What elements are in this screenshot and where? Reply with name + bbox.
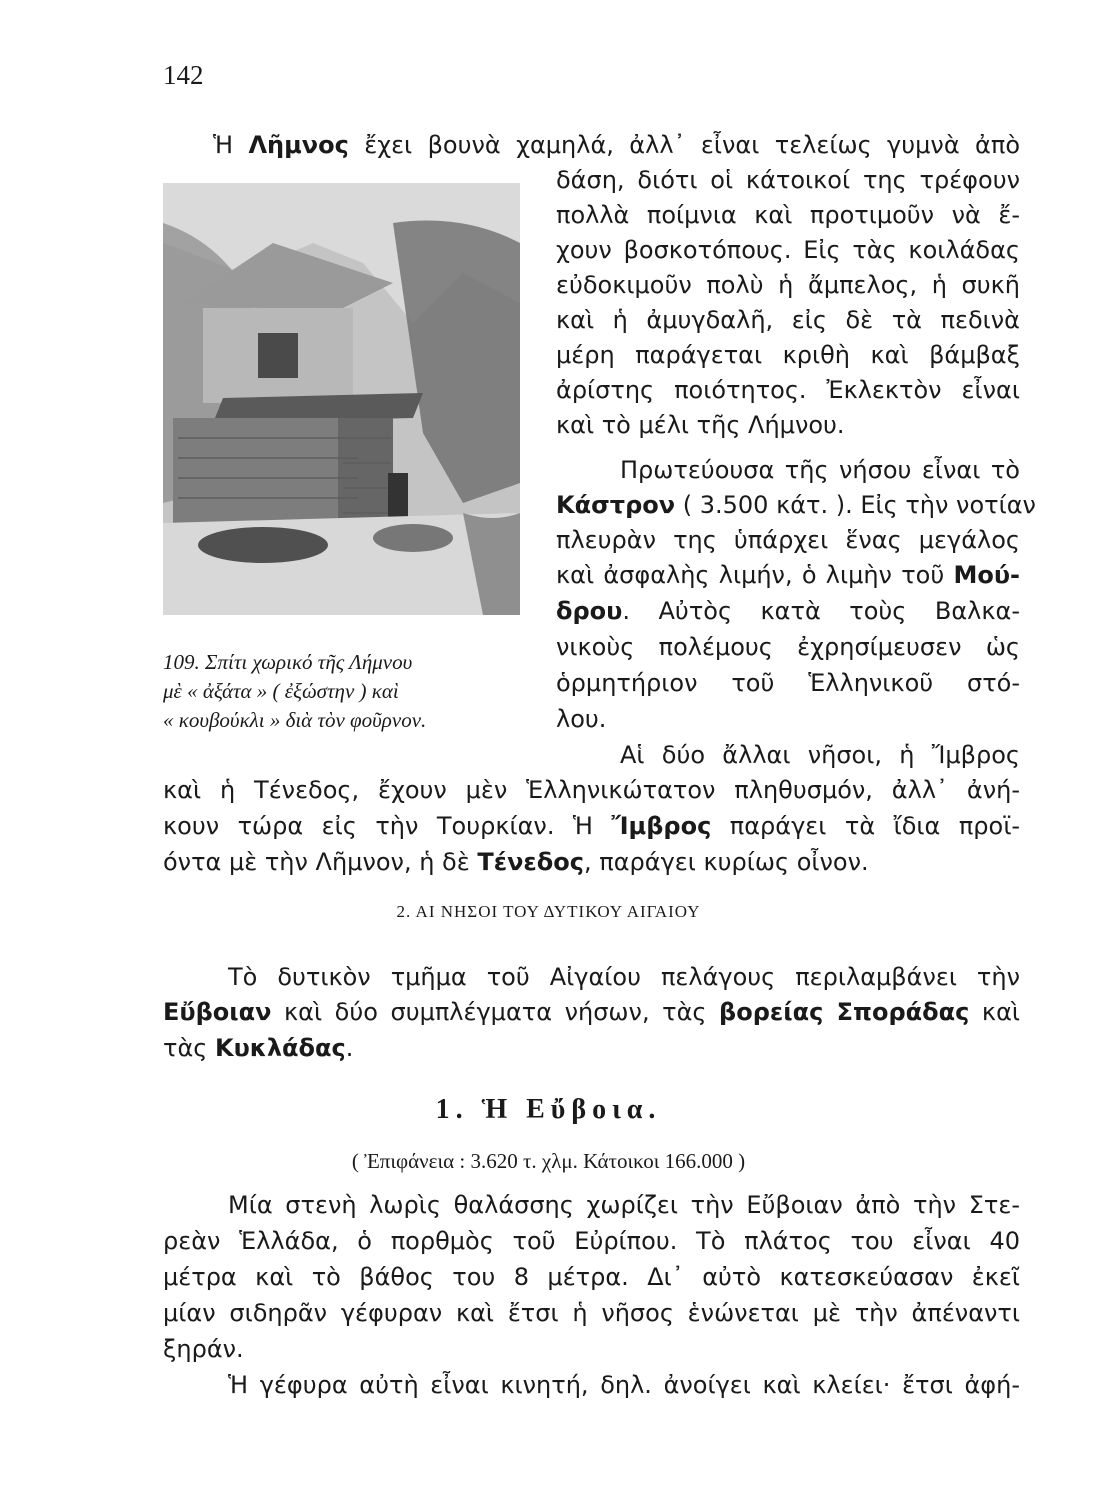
text-line: ἀρίστης ποιότητος. Ἐκλεκτὸν εἶναι	[556, 376, 1020, 404]
text-line: νικοὺς πολέμους ἐχρησίμευσεν ὡς	[556, 633, 1020, 661]
section-heading: 2. ΑΙ ΝΗΣΟΙ ΤΟΥ ΔΥΤΙΚΟΥ ΑΙΓΑΙΟΥ	[396, 902, 701, 921]
text-line: πλευρὰν της ὑπάρχει ἕνας μεγάλος	[556, 526, 1020, 554]
text-line: μέτρα καὶ τὸ βάθος του 8 μέτρα. Δι᾽ αὐτὸ κατεσκεύασαν ἐκεῖ	[163, 1263, 1020, 1291]
figure-caption-line: « κουβούκλι » διὰ τὸν φοῦρνον.	[163, 708, 427, 732]
text-line: καὶ ἀσφαλὴς λιμήν, ὁ λιμὴν τοῦ Μού-	[556, 561, 1020, 589]
text-line: Πρωτεύουσα τῆς νήσου εἶναι τὸ	[620, 456, 1020, 484]
text-line: τὰς Κυκλάδας.	[163, 1034, 354, 1062]
text-line: καὶ ἡ Τένεδος, ἔχουν μὲν Ἑλληνικώτατον πληθυσμόν, ἀλλ᾽ ἀνή-	[163, 776, 1020, 804]
house-photo	[163, 183, 520, 615]
subsection-heading: 1. Ἡ Εὔβοια.	[435, 1094, 662, 1125]
text-line: Κάστρον ( 3.500 κάτ. ). Εἰς τὴν νοτίαν	[556, 491, 1036, 519]
text-line: καὶ ἡ ἀμυγδαλῆ, εἰς δὲ τὰ πεδινὰ	[556, 306, 1020, 334]
text-line: Εὔβοιαν καὶ δύο συμπλέγματα νήσων, τὰς βορείας Σποράδας καὶ	[163, 998, 1021, 1026]
subsection-subheading: ( Ἐπιφάνεια : 3.620 τ. χλμ. Κάτοικοι 166.000 )	[351, 1149, 746, 1173]
figure-caption-line: 109. Σπίτι χωρικό τῆς Λήμνου	[163, 650, 413, 674]
text-line: Τὸ δυτικὸν τμῆμα τοῦ Αἰγαίου πελάγους περιλαμβάνει τὴν	[228, 963, 1020, 991]
text-line: Ἡ γέφυρα αὐτὴ εἶναι κινητή, δηλ. ἀνοίγει καὶ κλείει· ἔτσι ἀφή-	[228, 1371, 1020, 1399]
text-line: όντα μὲ τὴν Λῆμνον, ἡ δὲ Τένεδος, παράγει κυρίως οἶνον.	[163, 848, 869, 876]
text-line: καὶ τὸ μέλι τῆς Λήμνου.	[556, 411, 845, 439]
text-line: μίαν σιδηρᾶν γέφυραν καὶ ἔτσι ἡ νῆσος ἑνώνεται μὲ τὴν ἀπέναντι	[163, 1299, 1020, 1327]
text-line: ξηράν.	[163, 1335, 244, 1363]
text-line: δρου. Αὐτὸς κατὰ τοὺς Βαλκα-	[556, 597, 1020, 625]
figure-caption-line: μὲ « ἀξάτα » ( ἐξώστην ) καὶ	[163, 679, 399, 703]
text-line: ὁρμητήριον τοῦ Ἑλληνικοῦ στό-	[556, 669, 1020, 697]
text-line: Αἱ δύο ἄλλαι νῆσοι, ἡ Ἴμβρος	[620, 741, 1020, 769]
text-line: κουν τώρα εἰς τὴν Τουρκίαν. Ἡ Ἴμβρος παράγει τὰ ἴδια προϊ-	[163, 812, 1020, 840]
text-line: Μία στενὴ λωρὶς θαλάσσης χωρίζει τὴν Εὔβοιαν ἀπὸ τὴν Στε-	[228, 1191, 1020, 1219]
page-number: 142	[163, 60, 204, 90]
text-line: ρεὰν Ἑλλάδα, ὁ πορθμὸς τοῦ Εὐρίπου. Τὸ πλάτος του εἶναι 40	[163, 1227, 1020, 1255]
text-line: χουν βοσκοτόπους. Εἰς τὰς κοιλάδας	[556, 236, 1020, 264]
text-line: εὐδοκιμοῦν πολὺ ἡ ἄμπελος, ἡ συκῆ	[556, 271, 1020, 299]
text-line: πολλὰ ποίμνια καὶ προτιμοῦν νὰ ἔ-	[556, 201, 1020, 229]
text-line: Ἡ Λῆμνος ἔχει βουνὰ χαμηλά, ἀλλ᾽ εἶναι τελείως γυμνὰ ἀπὸ	[213, 131, 1020, 159]
text-line: λου.	[556, 705, 607, 733]
text-line: δάση, διότι οἱ κάτοικοί της τρέφουν	[556, 166, 1020, 194]
text-line: μέρη παράγεται κριθὴ καὶ βάμβαξ	[556, 341, 1020, 369]
